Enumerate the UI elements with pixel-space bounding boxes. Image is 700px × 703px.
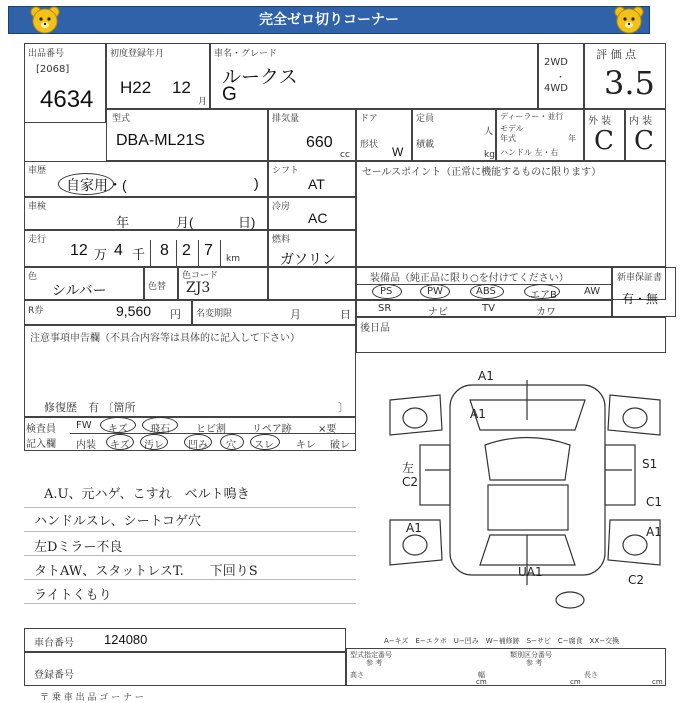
deadline-month: 月 — [290, 308, 301, 321]
diagram-mark: S1 — [642, 457, 658, 471]
color-code-value: ZJ3 — [186, 280, 211, 296]
first-reg-label: 初度登録年月 — [110, 49, 165, 59]
mileage-divider — [198, 240, 199, 266]
remarks-rule — [24, 603, 356, 604]
chassis-value: 124080 — [104, 632, 148, 647]
repair-history-close: 〕 — [338, 401, 349, 414]
dims-l1b: 参 考 — [366, 659, 383, 667]
mileage-divider — [176, 240, 177, 266]
history-label: 車歴 — [28, 166, 47, 176]
left-front-wheel — [403, 408, 427, 428]
left-front-panel — [390, 395, 442, 435]
recycle-cell — [24, 300, 192, 325]
spare-tire — [556, 592, 584, 608]
mileage-d3: 千 — [132, 247, 146, 262]
footer-text: 〒 乗 車 出 品 ゴ ー ナ ー — [40, 693, 144, 703]
bear-mascot-icon — [28, 4, 62, 36]
car-model: ルークス — [222, 67, 298, 88]
equip-ps: PS — [380, 286, 393, 297]
mileage-unit: km — [226, 254, 240, 264]
mileage-d1: 万 — [94, 247, 108, 262]
mileage-divider — [150, 240, 151, 266]
interior-grade: C — [634, 126, 654, 156]
dims-cm: cm — [476, 678, 487, 686]
displacement-value: 660 — [306, 134, 333, 151]
right-door-outline — [605, 445, 635, 505]
inspection-day-unit: 日) — [238, 215, 256, 230]
diagram-legend: A−キズ E−エクボ U−凹み W−補修跡 S−サビ C−腐食 XX−交換 — [384, 637, 620, 645]
exterior-grade: C — [594, 126, 614, 156]
capacity-label: 定員 — [416, 114, 435, 124]
shape-label: 形状 — [360, 140, 379, 150]
color-change-label: 色替 — [148, 282, 167, 292]
remark-line: タトAW、スタットレスT. 下回りS — [34, 564, 258, 579]
plate-label: 登録番号 — [34, 670, 74, 681]
windshield-outline — [485, 438, 570, 481]
displacement-unit: cc — [340, 150, 350, 160]
equip-abs: ABS — [476, 286, 496, 297]
remark-line: 左Dミラー不良 — [34, 540, 123, 555]
mileage-d5: 2 — [182, 242, 191, 259]
shift-label: シフト — [272, 166, 300, 176]
remark-line: ライトくもり — [34, 588, 112, 603]
first-reg-month-unit: 月 — [198, 97, 208, 107]
dealer-line4: ハンドル 左・右 — [500, 148, 559, 157]
history-value: 自家用・( — [66, 177, 127, 193]
mileage-d2: 4 — [114, 242, 123, 259]
grade-score: 3.5 — [604, 64, 655, 102]
car-damage-diagram — [370, 360, 680, 625]
inspector-r2-4: スレ — [254, 440, 274, 451]
equipment-divider — [356, 300, 612, 301]
dealer-year-unit: 年 — [568, 134, 576, 143]
color-value: シルバー — [52, 282, 107, 298]
remarks-rule — [24, 531, 356, 532]
load-unit: kg — [484, 150, 495, 160]
diagram-mark: 左 — [402, 461, 415, 475]
first-reg-month: 12 — [172, 78, 191, 97]
diagram-mark: C2 — [628, 573, 645, 587]
right-rear-wheel — [623, 535, 647, 555]
name-label: 車名・グレード — [214, 49, 278, 59]
ac-value: AC — [308, 210, 328, 226]
dims-l1: 型式指定番号 — [350, 651, 392, 659]
equip-tv: TV — [482, 303, 495, 314]
dims-len: 長さ — [584, 671, 598, 679]
inspector-r2-6: 破レ — [330, 440, 350, 451]
diagram-mark: C1 — [646, 495, 663, 509]
shift-value: AT — [308, 176, 325, 192]
warranty-label: 新車保証書 — [617, 273, 663, 283]
drive-4wd: 4WD — [544, 83, 568, 94]
color-code-label: 色コード — [182, 271, 219, 281]
lot-number: 4634 — [40, 86, 94, 113]
equip-airbag: エアB — [530, 290, 557, 301]
inspector-r2-0: キズ — [110, 440, 130, 451]
recycle-label: R券 — [28, 306, 44, 316]
fuel-label: 燃料 — [272, 235, 291, 245]
roof-outline — [488, 485, 568, 530]
dims-h: 高さ — [350, 671, 364, 679]
dealer-line3: 年式 — [500, 134, 516, 143]
right-front-panel — [608, 395, 660, 435]
remarks-rule — [24, 579, 356, 580]
mileage-d6: 7 — [204, 242, 213, 259]
remark-line: ハンドルスレ、シートコゲ穴 — [34, 514, 202, 529]
dims-l2b: 参 考 — [526, 659, 543, 667]
chassis-label: 車台番号 — [34, 638, 74, 649]
equip-leather: カワ — [536, 307, 556, 318]
inspector-r2-2: 凹み — [188, 440, 208, 451]
ac-label: 冷房 — [272, 202, 291, 212]
left-rear-wheel — [403, 535, 427, 555]
drive-2wd: 2WD — [544, 57, 568, 68]
inspector-r2-5: キレ — [296, 440, 316, 451]
first-reg-era: H22 — [120, 78, 152, 97]
dealer-line2: モデル — [500, 124, 524, 133]
remark-line: A.U、元ハゲ、こすれ ベルト鳴き — [44, 487, 250, 502]
header-banner — [8, 6, 650, 34]
rear-seat-label: 後日品 — [360, 323, 390, 334]
capacity-unit: 人 — [484, 127, 494, 137]
equip-sr: SR — [378, 303, 392, 314]
repair-history: 修復歴 有 〔箇所 — [44, 401, 136, 414]
exterior-label: 外 装 — [588, 116, 612, 127]
diagram-mark: A1 — [406, 521, 422, 535]
diagram-mark: A1 — [646, 525, 662, 539]
dims-w: 幅 — [478, 671, 485, 679]
right-front-wheel — [623, 408, 647, 428]
drive-dot: ・ — [556, 73, 566, 83]
inspection-cell — [24, 197, 268, 230]
diagram-mark: UA1 — [518, 565, 543, 579]
inspector-r2-1: 汚レ — [144, 440, 164, 451]
mileage-label: 走行 — [28, 235, 47, 245]
mileage-divider — [220, 240, 221, 266]
lot-label: 出品番号 — [28, 49, 65, 59]
notes-label: 注意事項申告欄（不具合内容等は具体的に記入して下さい） — [30, 333, 300, 344]
inspector-r1-3: リペア跡 — [252, 424, 292, 435]
load-label: 積載 — [416, 140, 435, 150]
dims-cm: cm — [652, 678, 663, 686]
type-value: DBA-ML21S — [116, 132, 205, 149]
bear-mascot-icon — [612, 4, 646, 36]
dims-cm: cm — [570, 678, 581, 686]
inspector-r1-0: キズ — [108, 424, 128, 435]
inspection-year-unit: 年 — [116, 215, 130, 230]
color-label: 色 — [28, 272, 38, 282]
recycle-value: 9,560 — [116, 303, 152, 319]
inspector-r2-3: 穴 — [226, 440, 236, 451]
banner-title: 完全ゼロ切りコーナー — [259, 12, 399, 28]
recycle-unit: 円 — [170, 308, 181, 321]
inspector-label1: 検査員 — [26, 424, 56, 435]
inspector-r1-2: ヒビ割 — [196, 424, 226, 435]
warranty-value: 有・無 — [622, 292, 659, 306]
deadline-day: 日 — [340, 308, 351, 321]
equip-navi: ナビ — [428, 307, 448, 318]
remarks-rule — [24, 507, 356, 508]
inspector-label2: 記入欄 — [26, 439, 56, 450]
shape-value: W — [392, 145, 404, 159]
equip-aw: AW — [584, 286, 601, 297]
inspector-interior: 内装 — [76, 440, 96, 451]
dims-cell — [346, 648, 666, 686]
inspector-r1-4: ×要 — [318, 424, 337, 435]
diagram-mark: A1 — [470, 407, 486, 421]
inspection-label: 車検 — [28, 202, 47, 212]
inspector-r1-1: 飛石 — [150, 424, 170, 435]
equip-pw: PW — [427, 286, 443, 297]
equipment-label: 装備品（純正品に限り○を付けてください） — [370, 273, 569, 284]
rear-seat-cell — [356, 317, 666, 353]
history-close: ) — [254, 175, 259, 191]
mileage-d4: 8 — [160, 242, 169, 259]
mileage-d0: 12 — [70, 242, 88, 259]
blank-cell — [268, 267, 356, 300]
inspection-month-unit: 月( — [176, 215, 194, 230]
grade-label: 評 価 点 — [596, 48, 636, 61]
diagram-mark: C2 — [402, 475, 419, 489]
type-label: 型式 — [112, 114, 131, 124]
diagram-mark: A1 — [478, 369, 494, 383]
inspector-fw: FW — [76, 420, 92, 431]
sales-point-label: セールスポイント（正常に機能するものに限ります） — [362, 167, 602, 178]
left-door-outline — [420, 445, 450, 505]
doors-label: ドア — [360, 114, 378, 124]
dealer-line1: ディーラー・並行 — [500, 112, 564, 121]
dims-l2: 類別区分番号 — [510, 651, 552, 659]
remarks-rule — [24, 555, 356, 556]
car-grade: G — [222, 84, 237, 105]
deadline-label: 名変期限 — [196, 309, 233, 319]
displacement-label: 排気量 — [272, 114, 300, 124]
fuel-value: ガソリン — [280, 251, 336, 267]
interior-label: 内 装 — [629, 116, 653, 127]
lot-sub: [2068] — [36, 64, 70, 75]
